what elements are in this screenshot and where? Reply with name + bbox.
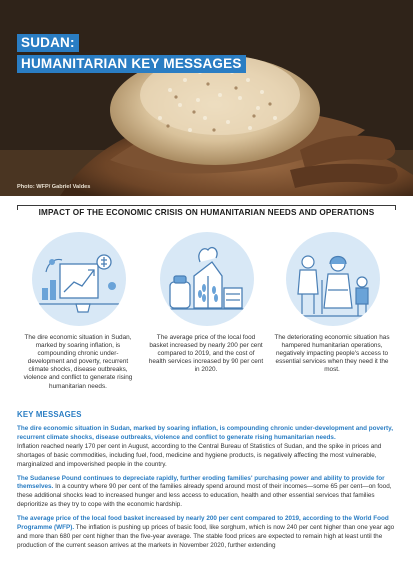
impact-text-2: The average price of the local food basket increased by nearly 200 per cent compared to 2019, and the cost of health services increased by 90 per cent in 2020.	[148, 334, 264, 374]
impact-heading-text: IMPACT OF THE ECONOMIC CRISIS ON HUMANITARIAN NEEDS AND OPERATIONS	[38, 208, 375, 217]
key-message-3	[17, 515, 397, 551]
key-message-3-body: The inflation is pushing up prices of basic food, like sorghum, which is now 240 per cent higher than one year ago and more than 680 per cent higher than the five-year average. The stable food prices are expected to remain high at least until the production of the current season arrives at the markets in November 2020, further extending	[17, 524, 395, 549]
key-message-2-highlight: The Sudanese Pound continues to depreciate rapidly, further eroding families' purchasing power and ability to provide for themselves.	[17, 474, 385, 491]
hero-title-line-1: SUDAN:	[17, 34, 79, 52]
hero-title-line-2: HUMANITARIAN KEY MESSAGES	[17, 55, 246, 73]
key-message-1	[17, 425, 397, 470]
key-message-3-highlight: The average price of the local food basket increased by nearly 200 per cent compared to 2019, according to the World Food Programme (WFP).	[17, 515, 389, 532]
key-message-1-body: Inflation reached nearly 170 per cent in August, according to the Central Bureau of Statistics of Sudan, and the spike in prices and shortages of basic commodities, including fuel, food, medicine and hygiene products, is negatively affecting the most vulnerable, marginalized and impoverished people in the country.	[17, 442, 382, 468]
heading-rule	[17, 205, 396, 206]
hero-photo	[0, 0, 413, 196]
key-messages-body	[17, 425, 397, 556]
key-messages-title: KEY MESSAGES	[17, 410, 82, 419]
family-icon	[286, 232, 380, 326]
hero-banner	[0, 0, 413, 196]
photo-credit: Photo: WFP/ Gabriel Valdes	[17, 184, 91, 190]
hero-title	[17, 34, 246, 73]
impact-text-3: The deteriorating economic situation has hampered humanitarian operations, negatively impacting people's access to essential services when they need it the most.	[274, 334, 390, 374]
key-message-1-highlight: The dire economic situation in Sudan, marked by soaring inflation, is compounding chronic under-development and poverty, recurrent climate shocks, disease outbreaks, violence and conflict to generate rising humanitarian needs.	[17, 425, 393, 441]
impact-heading	[17, 205, 396, 223]
impact-text-1: The dire economic situation in Sudan, marked by soaring inflation, is compounding chronic under-development and poverty, recurrent climate shocks, disease outbreaks, violence and conflict to generate rising humanitarian needs.	[23, 334, 133, 390]
key-message-2-body: In a country where 90 per cent of the families already spend around most of their incomes—some 65 per cent—on food, these additional shocks lead to increased hunger and less access to education, health and other essential services that families deprioritize as they try to cope with the economic hardship.	[17, 483, 392, 509]
rising-chart-icon	[32, 232, 126, 326]
key-message-2	[17, 475, 397, 511]
food-basket-icon	[160, 232, 254, 326]
